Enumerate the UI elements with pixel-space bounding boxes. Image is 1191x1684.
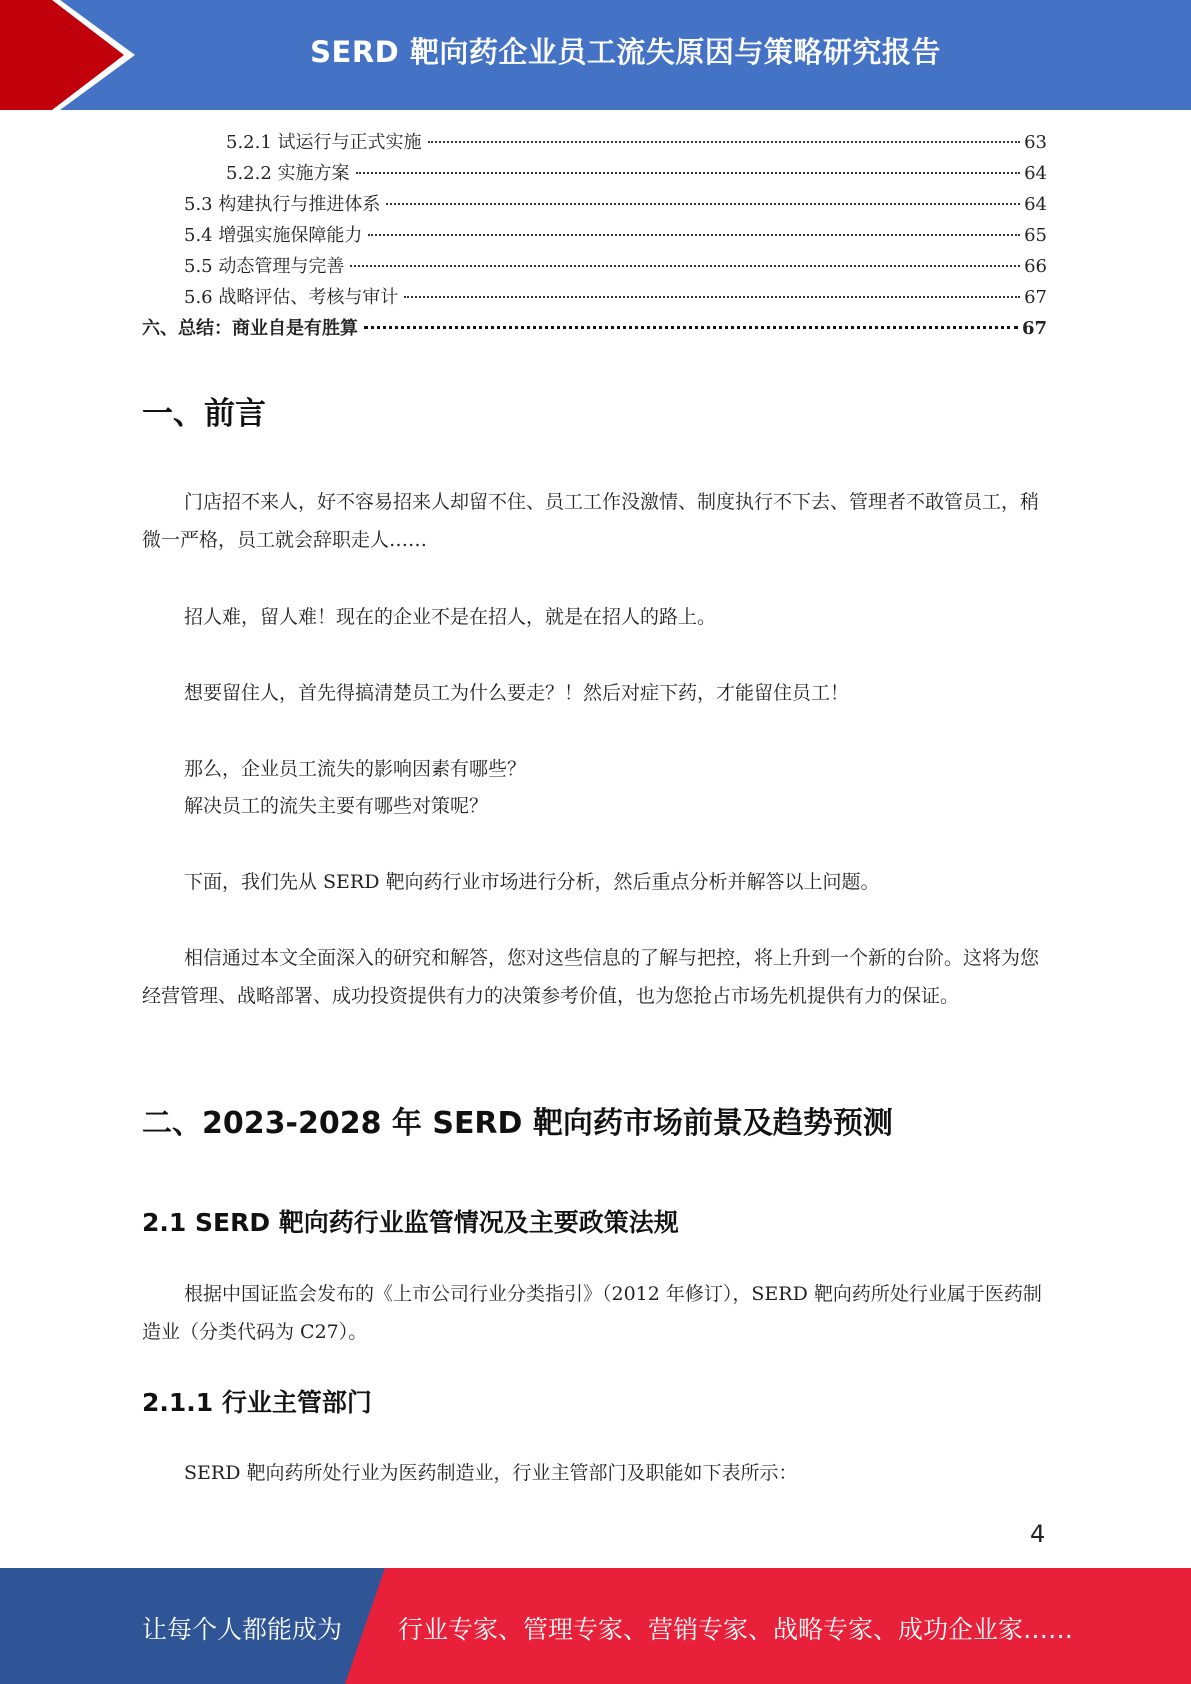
toc-item-page: 63: [1024, 132, 1047, 153]
toc-leader-dots: [356, 172, 1021, 174]
toc-item-label: 5.2.2 实施方案: [142, 159, 354, 185]
toc-item[interactable]: [142, 190, 1047, 221]
toc-leader-dots: [350, 265, 1020, 267]
footer-slogan-right: 行业专家、管理专家、营销专家、战略专家、成功企业家……: [398, 1615, 1074, 1644]
paragraph: 相信通过本文全面深入的研究和解答，您对这些信息的了解与把控，将上升到一个新的台阶。这将为您经营管理、战略部署、成功投资提供有力的决策参考价值，也为您抢占市场先机提供有力的保证。: [142, 947, 1040, 1007]
toc-item-page: 67: [1021, 318, 1047, 339]
toc-item[interactable]: [142, 314, 1047, 345]
toc-leader-dots: [368, 234, 1020, 236]
toc-leader-dots: [364, 326, 1018, 329]
toc-leader-dots: [404, 296, 1020, 298]
toc-item-page: 64: [1024, 163, 1047, 184]
paragraph: 想要留住人，首先得搞清楚员工为什么要走？！然后对症下药，才能留住员工！: [184, 682, 850, 704]
page-footer: [0, 1568, 1191, 1684]
table-of-contents: [142, 128, 1047, 345]
page-number: 4: [1030, 1520, 1046, 1548]
toc-item-label: 5.4 增强实施保障能力: [142, 221, 366, 247]
report-title: SERD 靶向药企业员工流失原因与策略研究报告: [310, 35, 941, 69]
toc-item[interactable]: [142, 221, 1047, 252]
footer-slogan-left: 让每个人都能成为: [142, 1615, 343, 1644]
toc-item-label: 5.6 战略评估、考核与审计: [142, 283, 402, 309]
section-heading-preface: 一、前言: [142, 396, 266, 432]
toc-item[interactable]: [142, 283, 1047, 314]
paragraph: 解决员工的流失主要有哪些对策呢？: [184, 795, 489, 817]
toc-item-page: 67: [1024, 287, 1047, 308]
paragraph: 招人难，留人难！现在的企业不是在招人，就是在招人的路上。: [184, 606, 717, 628]
toc-item-label: 六、总结：商业自是有胜算: [142, 314, 362, 340]
toc-item-label: 5.5 动态管理与完善: [142, 252, 348, 278]
section-heading-market: 二、2023-2028 年 SERD 靶向药市场前景及趋势预测: [142, 1106, 893, 1141]
toc-item-page: 64: [1024, 194, 1047, 215]
toc-item-label: 5.2.1 试运行与正式实施: [142, 128, 426, 154]
page-header: [0, 0, 1191, 110]
toc-item-page: 65: [1024, 225, 1047, 246]
toc-item-page: 66: [1024, 256, 1047, 277]
toc-item[interactable]: [142, 128, 1047, 159]
toc-item-label: 5.3 构建执行与推进体系: [142, 190, 384, 216]
subsection-heading-regulation: 2.1 SERD 靶向药行业监管情况及主要政策法规: [142, 1208, 679, 1237]
toc-leader-dots: [386, 203, 1020, 205]
paragraph: 门店招不来人，好不容易招来人却留不住、员工工作没激情、制度执行不下去、管理者不敢管员工，稍微一严格，员工就会辞职走人……: [142, 491, 1040, 551]
subsubsection-heading-department: 2.1.1 行业主管部门: [142, 1388, 372, 1417]
paragraph: 下面，我们先从 SERD 靶向药行业市场进行分析，然后重点分析并解答以上问题。: [184, 871, 880, 893]
toc-item[interactable]: [142, 252, 1047, 283]
toc-item[interactable]: [142, 159, 1047, 190]
paragraph: SERD 靶向药所处行业为医药制造业，行业主管部门及职能如下表所示：: [184, 1462, 798, 1484]
toc-leader-dots: [428, 141, 1021, 143]
paragraph: 根据中国证监会发布的《上市公司行业分类指引》（2012 年修订），SERD 靶向药所处行业属于医药制造业（分类代码为 C27）。: [142, 1283, 1042, 1343]
paragraph: 那么，企业员工流失的影响因素有哪些？: [184, 758, 527, 780]
